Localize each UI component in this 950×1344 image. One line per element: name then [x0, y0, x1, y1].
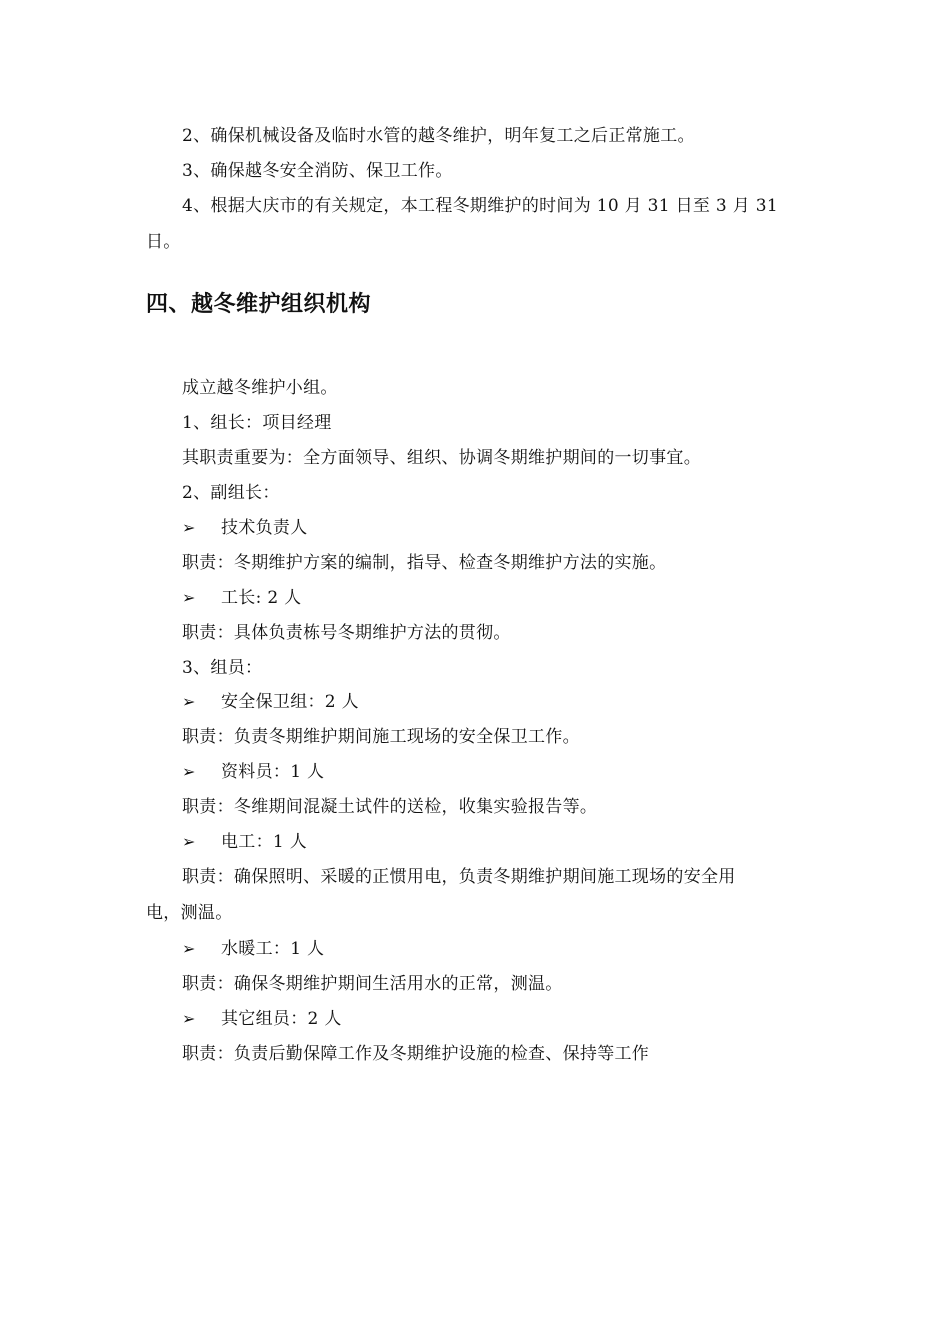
members-heading: 3、组员：: [182, 658, 263, 678]
paragraph-item-4-line1: 4、根据大庆市的有关规定，本工程冬期维护的时间为 10 月 31 日至 3 月 31: [182, 196, 778, 216]
security-duty: 职责：负责冬期维护期间施工现场的安全保卫工作。: [182, 727, 580, 747]
bullet-arrow-icon: ➢: [182, 1009, 196, 1028]
others-duty: 职责：负责后勤保障工作及冬期维护设施的检查、保持等工作: [182, 1044, 650, 1064]
bullet-arrow-icon: ➢: [182, 588, 196, 607]
foreman-item: 工长: 2 人: [221, 588, 302, 608]
paragraph-item-2: 2、确保机械设备及临时水管的越冬维护，明年复工之后正常施工。: [182, 126, 695, 146]
tech-lead-item: 技术负责人: [221, 518, 308, 538]
electrician-duty-line2: 电，测温。: [146, 903, 233, 923]
org-leader: 1、组长：项目经理: [182, 413, 332, 433]
paragraph-item-4-line2: 日。: [146, 232, 181, 252]
section-heading: 四、越冬维护组织机构: [146, 292, 372, 317]
electrician-duty-line1: 职责：确保照明、采暖的正惯用电，负责冬期维护期间施工现场的安全用: [182, 867, 736, 887]
tech-lead-duty: 职责：冬期维护方案的编制，指导、检查冬期维护方法的实施。: [182, 553, 667, 573]
electrician-item: 电工：1 人: [221, 832, 308, 852]
bullet-arrow-icon: ➢: [182, 939, 196, 958]
paragraph-item-3: 3、确保越冬安全消防、保卫工作。: [182, 161, 453, 181]
others-item: 其它组员：2 人: [221, 1009, 342, 1029]
bullet-arrow-icon: ➢: [182, 692, 196, 711]
org-intro: 成立越冬维护小组。: [182, 378, 338, 398]
org-leader-duty: 其职责重要为：全方面领导、组织、协调冬期维护期间的一切事宜。: [182, 448, 701, 468]
bullet-arrow-icon: ➢: [182, 832, 196, 851]
foreman-duty: 职责：具体负责栋号冬期维护方法的贯彻。: [182, 623, 511, 643]
bullet-arrow-icon: ➢: [182, 518, 196, 537]
records-item: 资料员：1 人: [221, 762, 325, 782]
plumber-duty: 职责：确保冬期维护期间生活用水的正常，测温。: [182, 974, 563, 994]
security-item: 安全保卫组：2 人: [221, 692, 359, 712]
plumber-item: 水暖工：1 人: [221, 939, 325, 959]
org-deputy-heading: 2、副组长：: [182, 483, 280, 503]
records-duty: 职责：冬维期间混凝土试件的送检，收集实验报告等。: [182, 797, 598, 817]
bullet-arrow-icon: ➢: [182, 762, 196, 781]
